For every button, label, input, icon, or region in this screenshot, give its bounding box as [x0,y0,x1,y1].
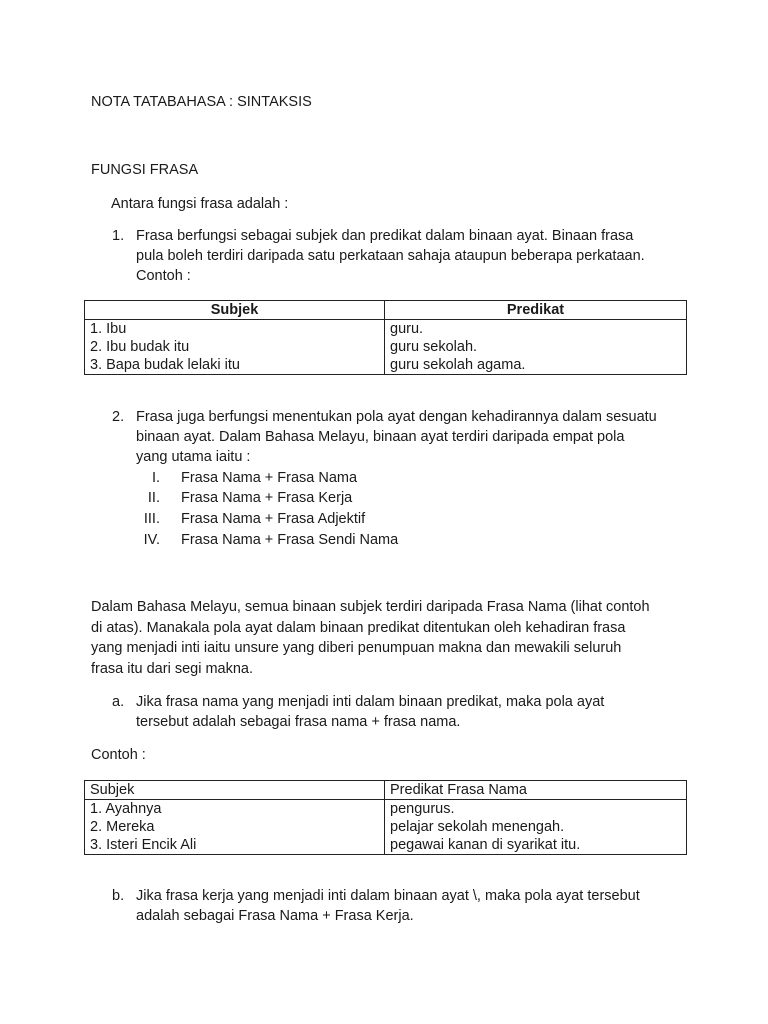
document-title: NOTA TATABAHASA : SINTAKSIS [91,94,312,110]
paragraph-line: Dalam Bahasa Melayu, semua binaan subjek terdiri daripada Frasa Nama (lihat contoh [91,599,650,615]
contoh-label: Contoh : [91,747,146,763]
table-row [85,320,687,375]
column-header-subjek: Subjek [85,781,385,800]
item-line: pula boleh terdiri daripada satu perkataan sahaja ataupun beberapa perkataan. [136,248,645,264]
table-cell-line: guru. [390,321,424,337]
table-cell-line: pegawai kanan di syarikat itu. [390,837,581,853]
table-header-row [85,781,687,800]
item-line: Contoh : [136,268,191,284]
pola-text: Frasa Nama + Frasa Kerja [181,490,353,506]
item-line: Jika frasa kerja yang menjadi inti dalam binaan ayat \, maka pola ayat tersebut [136,888,640,904]
column-header-subjek: Subjek [85,301,385,320]
table-cell-line: guru sekolah agama. [390,357,526,373]
subjek-predikat-table [84,300,687,375]
subjek-cell [85,800,385,855]
pola-text: Frasa Nama + Frasa Adjektif [181,511,366,527]
paragraph-line: di atas). Manakala pola ayat dalam binaan predikat ditentukan oleh kehadiran frasa [91,619,626,636]
body-paragraph [91,597,691,679]
table-cell-line: 1. Ayahnya [90,801,162,817]
pola-text: Frasa Nama + Frasa Sendi Nama [181,532,399,548]
item-line: Frasa juga berfungsi menentukan pola ayat dengan kehadirannya dalam sesuatu [136,409,657,425]
item-line: Jika frasa nama yang menjadi inti dalam binaan predikat, maka pola ayat [136,694,605,710]
predikat-cell [385,800,687,855]
predikat-cell [385,320,687,375]
pola-text: Frasa Nama + Frasa Nama [181,470,358,486]
roman-numeral: III. [143,511,160,527]
pola-item-3 [136,509,536,529]
item-line: adalah sebagai Frasa Nama + Frasa Kerja. [136,908,414,924]
roman-numeral: I. [151,470,160,486]
item-line: tersebut adalah sebagai frasa nama + frasa nama. [136,714,461,730]
table-cell-line: 2. Ibu budak itu [90,339,190,355]
item-line: binaan ayat. Dalam Bahasa Melayu, binaan ayat terdiri daripada empat pola [136,429,625,445]
table-cell-line: 1. Ibu [90,321,127,337]
column-header-predikat: Predikat Frasa Nama [385,781,687,800]
intro-text: Antara fungsi frasa adalah : [111,196,289,212]
subjek-cell [85,320,385,375]
item-line: yang utama iaitu : [136,449,251,465]
paragraph-line: frasa itu dari segi makna. [91,660,253,677]
list-letter: b. [112,888,125,904]
table-cell-line: 3. Bapa budak lelaki itu [90,357,240,373]
list-item-a [112,692,672,732]
column-header-predikat: Predikat [385,301,687,320]
pola-item-2 [136,488,536,508]
list-number: 1. [112,228,125,244]
table-cell-line: 3. Isteri Encik Ali [90,837,197,853]
list-item-1 [112,226,672,286]
table-row [85,800,687,855]
list-letter: a. [112,694,125,710]
frasa-nama-table [84,780,687,855]
table-cell-line: guru sekolah. [390,339,478,355]
table-cell-line: pelajar sekolah menengah. [390,819,565,835]
paragraph-line: yang menjadi inti iaitu unsure yang diberi penumpuan makna dan mewakili seluruh [91,640,622,656]
roman-numeral: II. [147,490,160,506]
item-line: Frasa berfungsi sebagai subjek dan predikat dalam binaan ayat. Binaan frasa [136,228,634,244]
roman-numeral: IV. [143,532,160,548]
table-header-row [85,301,687,320]
list-number: 2. [112,409,125,425]
list-item-b [112,886,672,926]
pola-item-1 [136,468,536,488]
list-item-2 [112,407,672,467]
pola-item-4 [136,530,536,550]
section-heading: FUNGSI FRASA [91,162,199,178]
table-cell-line: 2. Mereka [90,819,155,835]
table-cell-line: pengurus. [390,801,455,817]
